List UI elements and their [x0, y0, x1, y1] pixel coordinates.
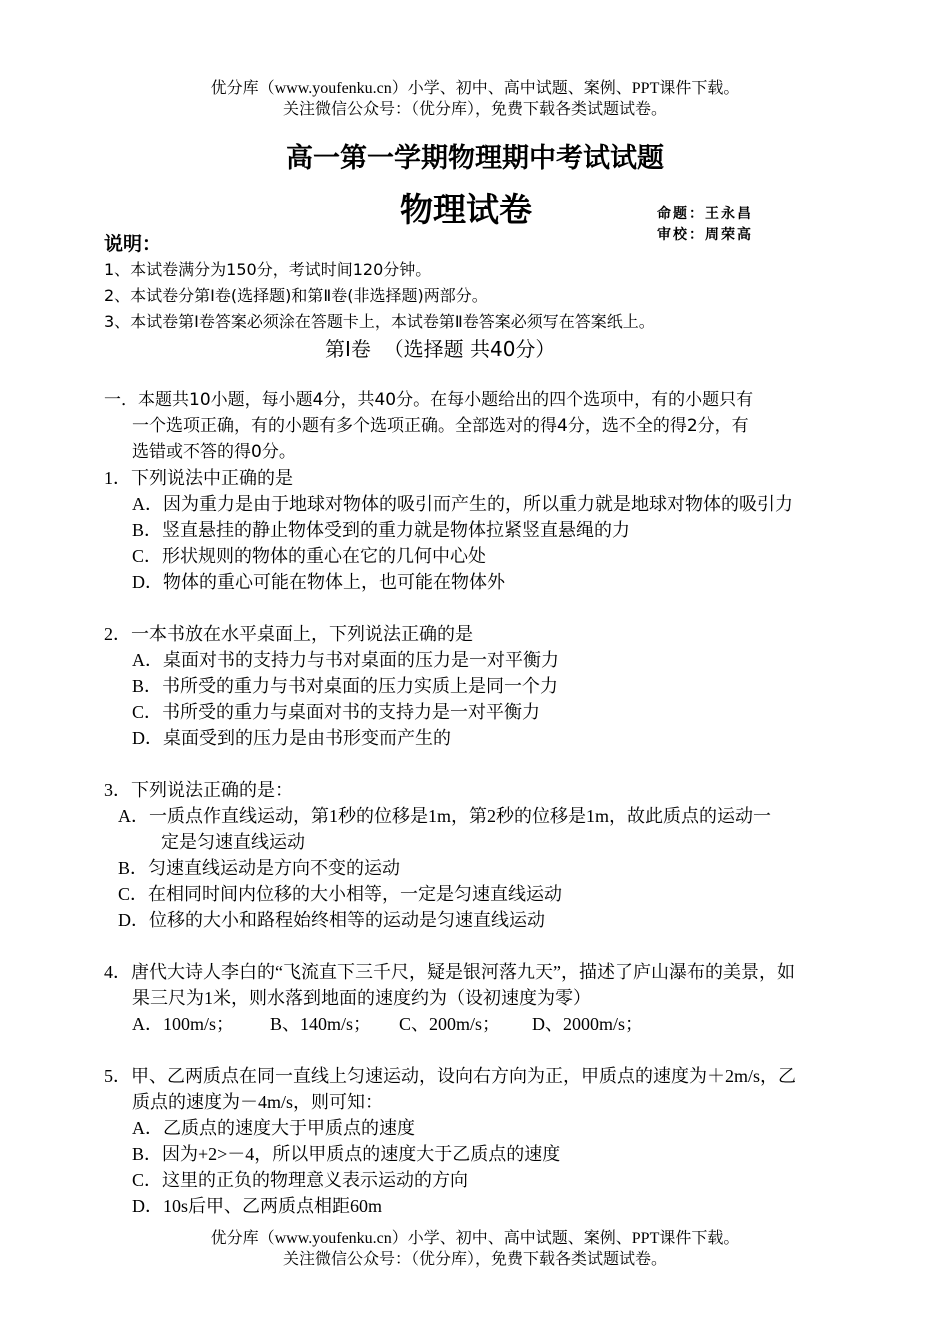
question-option: C．书所受的重力与桌面对书的支持力是一对平衡力 [132, 702, 541, 722]
question-option: C．这里的正负的物理意义表示运动的方向 [132, 1170, 469, 1190]
question-option: C、200m/s； [399, 1014, 501, 1034]
exam-title: 高一第一学期物理期中考试试题 [286, 143, 664, 173]
reviewer-credit: 审校：周荣高 [657, 228, 753, 243]
note-item: 3、本试卷第Ⅰ卷答案必须涂在答题卡上，本试卷第Ⅱ卷答案必须写在答案纸上。 [104, 312, 655, 331]
question-option: A．100m/s； [132, 1014, 235, 1034]
question-stem-continued: 质点的速度为－4m/s，则可知： [132, 1092, 384, 1112]
question-option: D．10s后甲、乙两质点相距60m [132, 1196, 383, 1216]
question-option: B．竖直悬挂的静止物体受到的重力就是物体拉紧竖直悬绳的力 [132, 520, 631, 540]
footer-line-2: 关注微信公众号：（优分库），免费下载各类试题试卷。 [282, 1251, 667, 1268]
note-item: 1、本试卷满分为150分，考试时间120分钟。 [104, 260, 432, 279]
question-stem: 3．下列说法正确的是： [104, 780, 293, 800]
question-option: B．匀速直线运动是方向不变的运动 [118, 858, 401, 878]
question-stem: 4．唐代大诗人李白的“飞流直下三千尺，疑是银河落九天”，描述了庐山瀑布的美景，如 [104, 962, 795, 982]
question-stem-continued: 果三尺为1米，则水落到地面的速度约为（设初速度为零） [132, 988, 591, 1008]
exam-subtitle: 物理试卷 [400, 190, 532, 229]
question-stem: 2．一本书放在水平桌面上，下列说法正确的是 [104, 624, 473, 644]
question-option: C．在相同时间内位移的大小相等，一定是匀速直线运动 [118, 884, 563, 904]
section-title: 第Ⅰ卷 （选择题 共40分） [325, 337, 556, 361]
section-instructions: 选错或不答的得0分。 [132, 442, 296, 462]
header-line-1: 优分库（www.youfenku.cn）小学、初中、高中试题、案例、PPT课件下载。 [210, 80, 740, 97]
question-option: D．桌面受到的压力是由书形变而产生的 [132, 728, 451, 748]
question-stem: 1．下列说法中正确的是 [104, 468, 293, 488]
section-instructions: 一．本题共10小题，每小题4分，共40分。在每小题给出的四个选项中，有的小题只有 [104, 390, 754, 410]
author-credit: 命题：王永昌 [657, 207, 753, 222]
question-option: A．乙质点的速度大于甲质点的速度 [132, 1118, 415, 1138]
question-stem: 5．甲、乙两质点在同一直线上匀速运动，设向右方向为正，甲质点的速度为＋2m/s，乙 [104, 1066, 797, 1086]
question-option: A．一质点作直线运动，第1秒的位移是1m，第2秒的位移是1m，故此质点的运动一 [118, 806, 771, 826]
question-option-continued: 定是匀速直线运动 [161, 832, 305, 852]
question-option: C．形状规则的物体的重心在它的几何中心处 [132, 546, 487, 566]
question-option: A．桌面对书的支持力与书对桌面的压力是一对平衡力 [132, 650, 559, 670]
question-option: B、140m/s； [270, 1014, 372, 1034]
question-option: D．物体的重心可能在物体上，也可能在物体外 [132, 572, 505, 592]
notes-heading: 说明： [104, 233, 162, 255]
question-option: D、2000m/s； [532, 1014, 644, 1034]
section-instructions: 一个选项正确，有的小题有多个选项正确。全部选对的得4分，选不全的得2分，有 [132, 416, 749, 436]
note-item: 2、本试卷分第Ⅰ卷(选择题)和第Ⅱ卷(非选择题)两部分。 [104, 286, 488, 305]
question-option: B．书所受的重力与书对桌面的压力实质上是同一个力 [132, 676, 559, 696]
footer-line-1: 优分库（www.youfenku.cn）小学、初中、高中试题、案例、PPT课件下载。 [210, 1230, 740, 1247]
header-line-2: 关注微信公众号：（优分库），免费下载各类试题试卷。 [282, 101, 667, 118]
question-option: B．因为+2>－4，所以甲质点的速度大于乙质点的速度 [132, 1144, 561, 1164]
question-option: A．因为重力是由于地球对物体的吸引而产生的，所以重力就是地球对物体的吸引力 [132, 494, 793, 514]
question-option: D．位移的大小和路程始终相等的运动是匀速直线运动 [118, 910, 545, 930]
